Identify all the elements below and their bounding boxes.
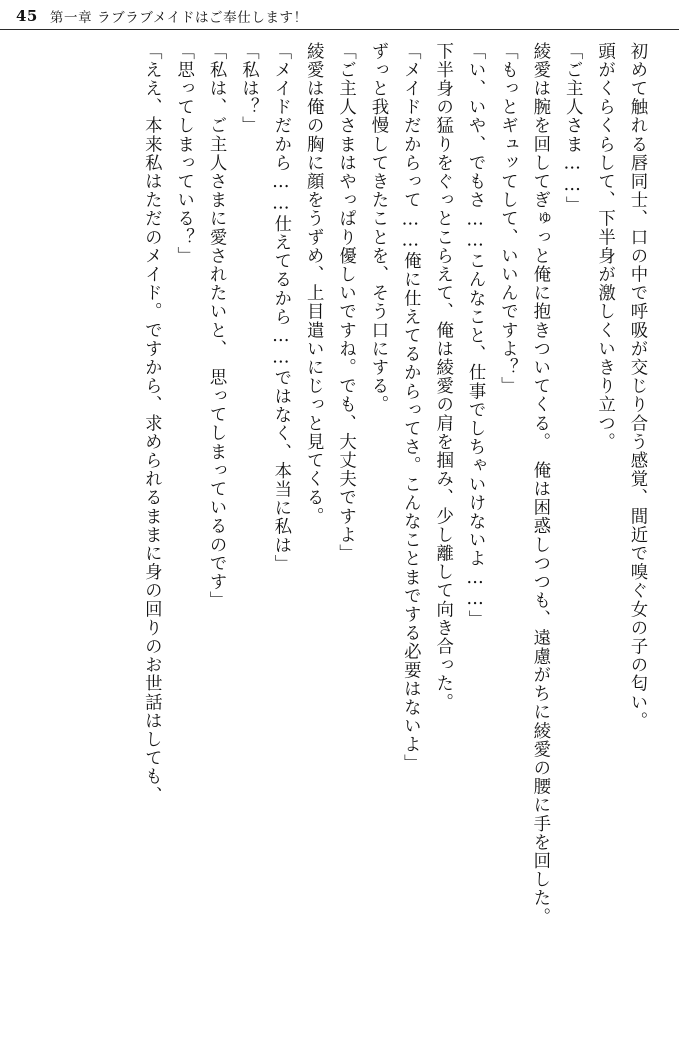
paragraph: 下半身の猛りをぐっとこらえて、俺は綾愛の肩を掴み、少し離して向き合った。 <box>432 42 453 712</box>
paragraph: 「もっとギュッてして、いいんですよ？」 <box>497 42 518 396</box>
paragraph: 「私は、ご主人さまに愛されたいと、 思ってしまっているのです」 <box>206 42 227 610</box>
paragraph: 頭がくらくらして、下半身が激しくいきり立つ。 <box>594 42 615 452</box>
paragraph: 「い、いや、でもさ……こんなこと、仕事でしちゃいけないよ……」 <box>465 42 486 629</box>
paragraph: 「ご主人さま……」 <box>562 42 583 215</box>
paragraph: 「ご主人さまはやっぱり優しいですね。でも、大丈夫ですよ」 <box>335 42 356 563</box>
paragraph: 「メイドだから……仕えてるから……ではなく、本当に私は」 <box>270 42 291 574</box>
paragraph: 綾愛は俺の胸に顔をうずめ、上目遣いにじっと見てくる。 <box>303 42 324 526</box>
paragraph: 「思ってしまっている？」 <box>173 42 194 266</box>
paragraph: 「メイドだからって……俺に仕えてるからってさ。こんなことまでする必要はないよ」 <box>400 42 421 773</box>
page-number: 45 <box>16 7 38 25</box>
paragraph: 「私は？」 <box>238 42 259 135</box>
paragraph: ずっと我慢してきたことを、そう口にする。 <box>368 42 388 414</box>
paragraph: 「ええ、本来私はただのメイド。ですから、求められるままに身の回りのお世話はしても、 <box>141 42 162 805</box>
chapter-title: 第一章 ラブラブメイドはご奉仕します！ <box>49 10 308 26</box>
novel-body-text <box>0 36 679 1044</box>
paragraph: 綾愛は腕を回してぎゅっと俺に抱きついてくる。 俺は困惑しつつも、遠慮がちに綾愛の腰に手を回した。 <box>529 42 550 927</box>
paragraph: 初めて触れる唇同士、口の中で呼吸が交じり合う感覚、間近で嗅ぐ女の子の匂い。 <box>627 42 647 731</box>
page-header <box>0 0 679 30</box>
